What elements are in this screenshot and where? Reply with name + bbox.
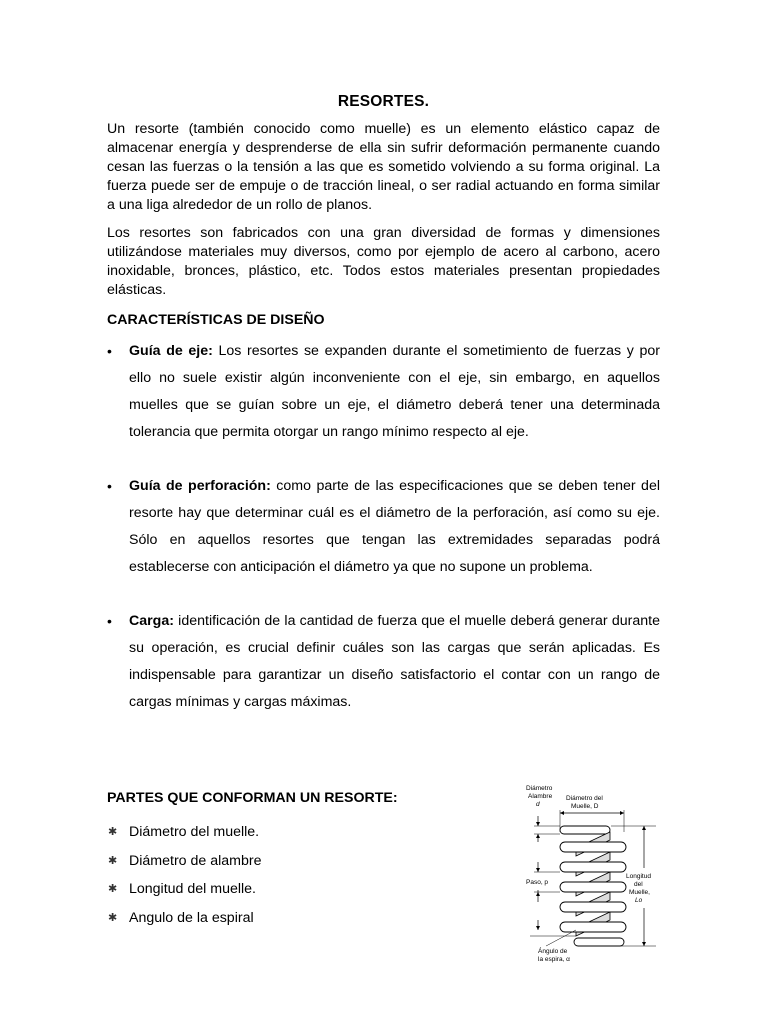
design-item-text: Los resortes se expanden durante el sometimiento de fuerzas y por ello no suele existir algún inconveniente con el eje, sin embargo, en aquellos muelles que se guían sobre un eje, el diámetro deberá tener una determinada tolerancia que permita otorgar un rango mínimo respecto al eje.	[129, 343, 660, 440]
length-label-2: del	[634, 881, 643, 888]
asterisk-bullet-icon: ✱	[108, 826, 118, 838]
page-title: RESORTES.	[337, 93, 430, 110]
list-item: ✱ Angulo de la espiral	[107, 904, 427, 933]
spring-diagram-svg	[516, 780, 666, 970]
spring-coils-front	[560, 842, 626, 932]
length-label-3: Muelle,	[629, 889, 650, 896]
list-item: ✱ Longitud del muelle.	[107, 875, 427, 904]
asterisk-bullet-icon: ✱	[108, 883, 118, 895]
wire-diameter-label-3: d	[536, 801, 540, 808]
spring-top-coil	[560, 826, 610, 834]
spring-diagram	[516, 780, 666, 970]
bullet-dot-icon: •	[107, 343, 112, 359]
bullet-dot-icon: •	[107, 478, 112, 494]
design-item-term: Carga:	[129, 613, 174, 629]
angle-label-2: la espira, α	[538, 956, 570, 963]
pitch-label: Paso, p	[526, 879, 549, 886]
spring-diameter-label-2: Muelle, D	[571, 803, 599, 810]
bullet-dot-icon: •	[107, 613, 112, 629]
list-item: ✱ Diámetro de alambre	[107, 847, 427, 876]
length-label-4: Lo	[635, 897, 643, 904]
design-item-term: Guía de eje:	[129, 343, 213, 359]
design-item-term: Guía de perforación:	[129, 478, 271, 494]
wire-diameter-label-1: Diámetro	[526, 785, 553, 792]
asterisk-bullet-icon: ✱	[108, 854, 118, 867]
parts-section	[107, 790, 427, 932]
parts-heading: PARTES QUE CONFORMAN UN RESORTE:	[107, 790, 398, 806]
list-item: ✱ Diámetro del muelle.	[107, 818, 427, 847]
asterisk-bullet-icon: ✱	[108, 911, 118, 924]
intro-paragraph-2: Los resortes son fabricados con una gran diversidad de formas y dimensiones utilizándose materiales muy diversos, como por ejemplo de acero al carbono, acero inoxidable, bronces, plástico, etc. Todos estos materiales presentan propiedades elásticas.	[107, 225, 660, 298]
angle-label-1: Ángulo de	[538, 948, 568, 955]
wire-diameter-label-2: Alambre	[528, 793, 553, 800]
length-label-1: Longitud	[626, 873, 651, 880]
design-item-text: como parte de las especificaciones que se deben tener del resorte hay que determinar cuál es el diámetro de la perforación, así como su eje. Sólo en aquellos resortes que tengan las extremidades separadas podrá establecerse con anticipación el diámetro ya que no supone un problema.	[129, 478, 660, 575]
design-list	[107, 338, 660, 716]
design-heading: CARACTERÍSTICAS DE DISEÑO	[107, 312, 325, 328]
spring-diameter-label-1: Diámetro del	[566, 795, 603, 802]
intro-paragraph-1: Un resorte (también conocido como muelle) es un elemento elástico capaz de almacenar energía y desprenderse de ella sin sufrir deformación permanente cuando cesan las fuerzas o la tensión a las que es sometido volviendo a su forma original. La fuerza puede ser de empuje o de tracción lineal, o ser radial actuando en forma similar a una liga alrededor de un rollo de planos.	[107, 121, 660, 213]
design-item-carga	[107, 608, 660, 716]
wire-diameter-arrowheads	[536, 822, 540, 838]
design-item-guia-eje	[107, 338, 660, 446]
design-item-guia-perforacion	[107, 473, 660, 581]
document-page	[107, 93, 660, 716]
angle-inclined-line	[546, 930, 576, 946]
parts-list	[107, 818, 427, 932]
design-item-text: identificación de la cantidad de fuerza que el muelle deberá generar durante su operación, es crucial definir cuáles son las cargas que serán aplicadas. Es indispensable para garantizar un diseño satisfactorio el contar con un rango de cargas mínimas y cargas máximas.	[129, 613, 660, 710]
spring-bottom-coil	[574, 938, 624, 946]
